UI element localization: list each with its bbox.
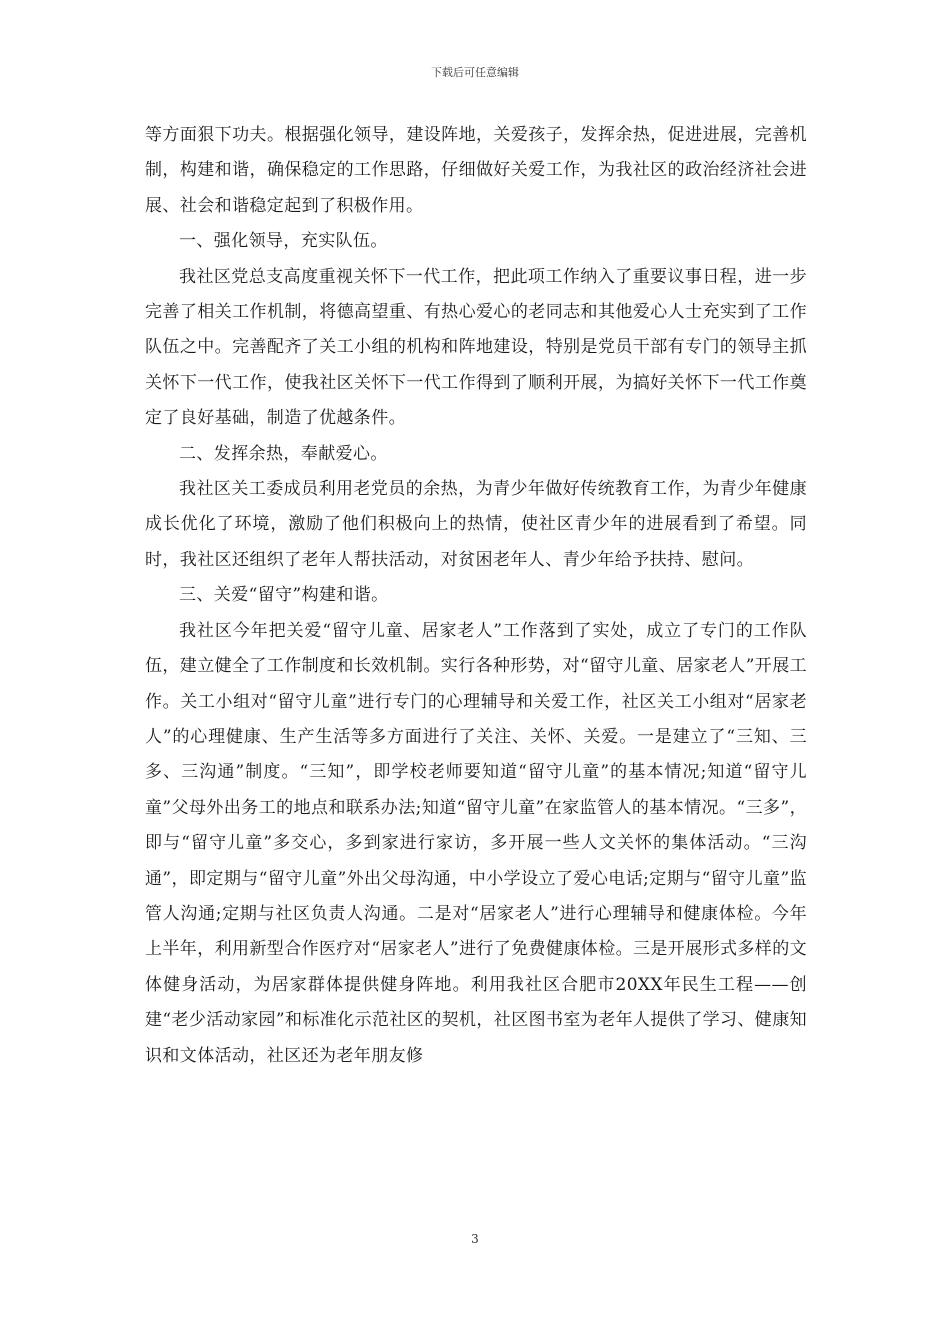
section-heading-2: 二、发挥余热，奉献爱心。 (179, 443, 388, 464)
section-heading-1: 一、强化领导，充实队伍。 (179, 231, 388, 252)
paragraph-section-1: 我社区党总支高度重视关怀下一代工作，把此项工作纳入了重要议事日程，进一步完善了相关工作机制，将德高望重、有热心爱心的老同志和其他爱心人士充实到了工作队伍之中。完善配齐了关工小组的机构和阵地建设，特别是党员干部有专门的领导主抓关怀下一代工作，使我社区关怀下一代工作得到了顺利开展，为搞好关怀下一代工作奠定了良好基础，制造了优越条件。 (145, 266, 807, 429)
document-body (145, 118, 807, 1074)
page-header-note: 下载后可任意编辑 (431, 66, 519, 79)
section-heading-3: 三、关爱“留守”构建和谐。 (179, 585, 389, 606)
paragraph-section-3: 我社区今年把关爱“留守儿童、居家老人”工作落到了实处，成立了专门的工作队伍，建立健全了工作制度和长效机制。实行各种形势，对“留守儿童、居家老人”开展工作。关工小组对“留守儿童”进行专门的心理辅导和关爱工作，社区关工小组对“居家老人”的心理健康、生产生活等多方面进行了关注、关怀、关爱。一是建立了“三知、三多、三沟通”制度。“三知”，即学校老师要知道“留守儿童”的基本情况;知道“留守儿童”父母外出务工的地点和联系办法;知道“留守儿童”在家监管人的基本情况。“三多”，即与“留守儿童”多交心，多到家进行家访，多开展一些人文关怀的集体活动。“三沟通”，即定期与“留守儿童”外出父母沟通，中小学设立了爱心电话;定期与“留守儿童”监管人沟通;定期与社区负责人沟通。二是对“居家老人”进行心理辅导和健康体检。今年上半年，利用新型合作医疗对“居家老人”进行了免费健康体检。三是开展形式多样的文体健身活动，为居家群体提供健身阵地。利用我社区合肥市20XX年民生工程——创建“老少活动家园”和标准化示范社区的契机，社区图书室为老年人提供了学习、健康知识和文体活动，社区还为老年朋友修 (145, 620, 807, 1066)
page-number: 3 (471, 1232, 479, 1246)
paragraph-continuation: 等方面狠下功夫。根据强化领导，建设阵地，关爱孩子，发挥余热，促进进展，完善机制，构建和谐，确保稳定的工作思路，仔细做好关爱工作，为我社区的政治经济社会进展、社会和谐稳定起到了积极作用。 (145, 125, 807, 216)
paragraph-section-2: 我社区关工委成员利用老党员的余热，为青少年做好传统教育工作，为青少年健康成长优化了环境，激励了他们积极向上的热情，使社区青少年的进展看到了希望。同时，我社区还组织了老年人帮扶活动，对贫困老年人、青少年给予扶持、慰问。 (145, 479, 807, 570)
